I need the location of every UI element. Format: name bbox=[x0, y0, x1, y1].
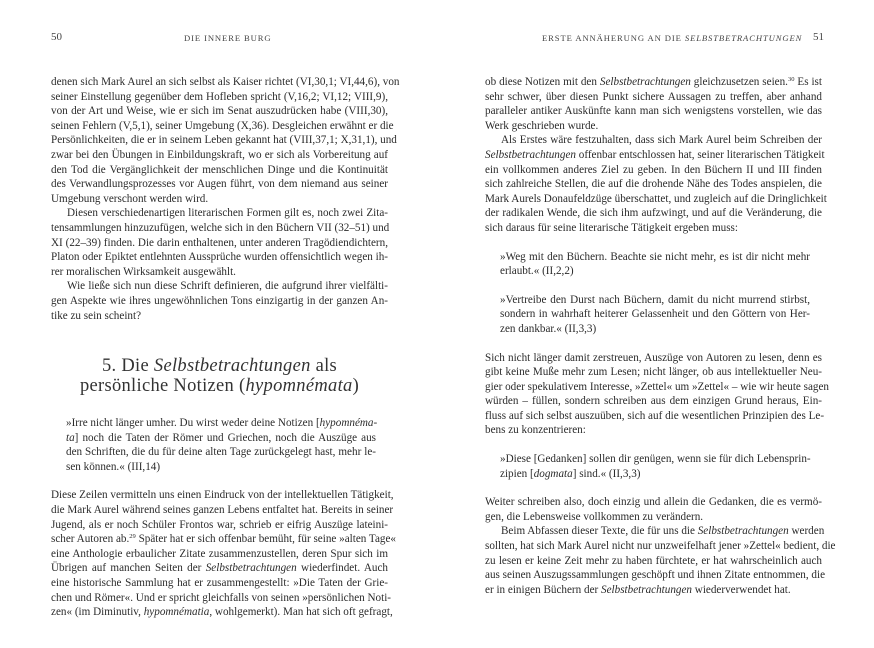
section-heading bbox=[51, 356, 388, 396]
text-line: Weiter schreiben also, doch einzig und allein die Gedanken, die es vermö- bbox=[485, 496, 822, 509]
quote-text: ] sind.« (II,3,3) bbox=[572, 467, 641, 480]
text-span: wiederverwendet hat. bbox=[691, 583, 791, 596]
text-line: würden – füllen, sondern schreiben aus dem einzigen Grund heraus, Ein- bbox=[485, 395, 822, 408]
text-line: den Tod die Vergänglichkeit der menschlichen Dinge und die Kontinuität bbox=[51, 163, 388, 176]
heading-text: als bbox=[310, 356, 338, 377]
footnote-marker[interactable]: 29 bbox=[129, 533, 136, 541]
text-line: »Vertreibe den Durst nach Büchern, damit du nicht murrend stirbst, bbox=[500, 293, 810, 306]
text-line: aus seinen Auszugssammlungen geschöpft und ihnen Zitate entnommen, die bbox=[485, 569, 826, 582]
quote-text: zipien [ bbox=[500, 467, 534, 480]
block-quote bbox=[66, 416, 376, 474]
heading-line bbox=[51, 356, 388, 376]
heading-text: ) bbox=[352, 376, 360, 397]
block-quote bbox=[500, 250, 810, 279]
text-line bbox=[485, 75, 822, 90]
text-line: fluss auf sich selbst auszuüben, sich auf die wesentlichen Prinzipien des Le- bbox=[485, 409, 825, 422]
paragraph bbox=[485, 495, 822, 524]
text-line: Wie ließe sich nun diese Schrift definieren, die aufgrund ihrer vielfälti- bbox=[67, 280, 388, 293]
text-line: des Verwandlungsprozesses vor Augen führt, von dem niemand aus seiner bbox=[51, 178, 388, 191]
text-line bbox=[51, 605, 393, 620]
right-page bbox=[437, 0, 874, 648]
text-line: Platon oder Epiktet entlehnten Aussprüche wurden offensichtlich wegen ih- bbox=[51, 251, 389, 264]
book-title: Selbstbetrachtungen bbox=[485, 148, 576, 161]
book-title: Selbstbetrachtungen bbox=[697, 525, 789, 538]
page-number: 50 bbox=[51, 31, 62, 43]
text-span: Übrigen auf manchen Seiten der bbox=[51, 562, 206, 575]
block-quote bbox=[500, 293, 810, 337]
block-quote bbox=[500, 452, 810, 481]
quote-text: ] noch die Taten der Römer und Griechen, noch die Auszüge aus bbox=[74, 431, 376, 444]
text-line: Persönlichkeiten, die er in seinem Leben gekannt hat (VIII,37,1; X,31,1), und bbox=[51, 134, 397, 147]
book-title: Selbstbetrachtungen bbox=[205, 562, 297, 575]
text-line: gen Aspekte wie ihres ungewöhnlichen Tons einzigartig in der ganzen An- bbox=[51, 294, 388, 307]
paragraph bbox=[485, 524, 836, 597]
heading-italic-text: Selbstbetrachtungen bbox=[153, 356, 311, 377]
text-line: sollten, hat sich Mark Aurel nicht nur unzweifelhaft jener »Zettel« bedient, die bbox=[485, 540, 836, 553]
text-line: Umgebung verschont werden wird. bbox=[51, 192, 209, 205]
page-number: 51 bbox=[813, 31, 824, 43]
heading-text: 5. Die bbox=[101, 356, 154, 377]
text-line: gibt keine Muße mehr zum Lesen; nicht länger, ob aus intellektueller Neu- bbox=[485, 366, 822, 379]
text-span: ob diese Notizen mit den bbox=[485, 76, 600, 88]
text-line: den Schriften, die du für deine alten Tage zurückgelegt hast, mehr le- bbox=[66, 446, 376, 459]
text-line: sen können.« (III,14) bbox=[66, 460, 161, 473]
running-head: DIE INNERE BURG bbox=[184, 33, 272, 43]
text-line: paralleler antiker Auskünfte kann man sich wenigstens vorstellen, wie das bbox=[485, 105, 822, 118]
text-line: Als Erstes wäre festzuhalten, dass sich Mark Aurel beim Schreiben der bbox=[501, 134, 822, 147]
text-line: »Diese [Gedanken] sollen dir genügen, wenn sie für dich Lebensprin- bbox=[500, 453, 811, 466]
text-line: gen, die Lebensweise vollkommen zu verändern. bbox=[485, 510, 704, 523]
book-title: Selbstbetrachtungen bbox=[599, 76, 691, 88]
text-line: bens zu konzentrieren: bbox=[485, 424, 586, 437]
text-line: Mark Aurels Donaufeldzüge überschattet, und zugleich auf die Dringlichkeit bbox=[485, 192, 827, 205]
heading-text: persönliche Notizen ( bbox=[79, 376, 246, 397]
quote-italic: ta bbox=[66, 431, 75, 444]
text-span: offenbar entschlossen hat, seiner literarischen Tätigkeit bbox=[575, 148, 825, 161]
text-line: zwar bei den Übungen in Einbildungskraft, wo er sich als Vorbereitung auf bbox=[51, 148, 388, 161]
text-line: eine Anthologie erbaulicher Zitate zusammenzustellen, deren Spur sich im bbox=[51, 547, 388, 560]
text-line bbox=[66, 416, 376, 431]
text-block bbox=[51, 75, 400, 620]
text-line: ein vollkommen anderes Ziel zu geben. In den Büchern II und III finden bbox=[485, 163, 822, 176]
text-line: sondern in wahrhaft heiterer Gelassenheit und den Göttern von Her- bbox=[500, 308, 810, 321]
text-line: zu lesen er keine Zeit mehr zu haben fürchtete, er hat wahrscheinlich auch bbox=[485, 554, 822, 567]
text-line bbox=[51, 532, 396, 547]
running-head-italic: SELBSTBETRACHTUNGEN bbox=[684, 33, 803, 43]
paragraph bbox=[51, 279, 388, 323]
quote-italic: hypomnéma- bbox=[319, 417, 378, 430]
text-line bbox=[500, 467, 810, 482]
text-span: gleichzusetzen seien. bbox=[690, 76, 788, 88]
text-line: rer moralischen Wirksamkeit ausgewählt. bbox=[51, 265, 236, 278]
text-line: seiner Einstellung gegenüber dem Hofleben spricht (V,16,2; VI,12; VIII,9), bbox=[51, 90, 388, 103]
text-line: denen sich Mark Aurel an sich selbst als Kaiser richtet (VI,30,1; VI,44,6), von bbox=[51, 76, 400, 88]
text-line: seinen Fehlern (V,5,1), seiner Umgebung (X,36). Desgleichen erwähnt er die bbox=[51, 119, 394, 132]
paragraph bbox=[51, 75, 400, 206]
text-block bbox=[485, 75, 836, 597]
text-span: Später hat er sich offenbar bemüht, für seine »alten Tage« bbox=[135, 533, 396, 546]
text-line bbox=[51, 561, 388, 576]
text-line bbox=[485, 148, 825, 163]
text-line: sich zahlreiche Stellen, die auf die drohende Nähe des Todes anspielen, die bbox=[485, 178, 822, 191]
text-line: chen und Römer«. Und er spricht gleichfalls von seinen »persönlichen Noti- bbox=[51, 591, 392, 604]
quote-text: »Irre nicht länger umher. Du wirst weder deine Notizen [ bbox=[66, 417, 320, 430]
text-line: zen dankbar.« (II,3,3) bbox=[500, 322, 597, 335]
paragraph bbox=[485, 351, 830, 439]
text-span: werden bbox=[788, 525, 825, 538]
footnote-marker[interactable]: 30 bbox=[787, 76, 795, 83]
text-span: zen« (im Diminutiv, bbox=[51, 606, 144, 619]
text-line: der radikalen Wende, die sich ihm aufzwingt, und auf die Veränderung, die bbox=[485, 207, 822, 220]
running-head bbox=[542, 33, 802, 43]
paragraph bbox=[51, 206, 388, 279]
text-line: Diesen verschiedenartigen literarischen Formen gilt es, noch zwei Zita- bbox=[67, 207, 388, 220]
heading-italic-text: hypomnémata bbox=[245, 376, 353, 397]
text-line bbox=[485, 524, 825, 539]
book-title: Selbstbetrachtungen bbox=[601, 583, 692, 596]
text-line: tensammlungen hinzuzufügen, welche sich in den Büchern VII (32–51) und bbox=[51, 221, 390, 234]
text-line: gier oder spekulativem Interesse, »Zettel« um »Zettel« – wie wir heute sagen bbox=[485, 380, 830, 393]
text-span: , wohlgemerkt). Man hat sich oft gefragt, bbox=[209, 606, 393, 619]
paragraph bbox=[485, 75, 822, 133]
text-line bbox=[66, 431, 376, 446]
text-line: Jugend, als er noch Schüler Frontos war, schrieb er eifrig Auszüge lateini- bbox=[51, 518, 388, 531]
paragraph bbox=[51, 488, 396, 619]
text-line bbox=[485, 583, 822, 598]
text-line: tike zu sein scheint? bbox=[51, 309, 142, 322]
text-line: von der Art und Weise, wie er sich im Senat auszudrücken habe (VIII,30), bbox=[51, 105, 388, 118]
text-span: scher Autoren ab. bbox=[51, 533, 130, 546]
heading-line bbox=[51, 376, 388, 396]
text-line: sich daraus für seine literarische Tätigkeit ergeben muss: bbox=[485, 221, 738, 234]
text-span: wiederfindet. Auch bbox=[296, 562, 388, 575]
text-span: er in einigen Büchern der bbox=[485, 583, 602, 596]
text-line: erlaubt.« (II,2,2) bbox=[500, 265, 574, 278]
running-head-text: ERSTE ANNÄHERUNG AN DIE bbox=[542, 33, 685, 43]
text-line: die Mark Aurel während seines ganzen Lebens entfaltet hat. Bereits in seiner bbox=[51, 504, 394, 517]
text-line: eine historische Sammlung hat er zusammengestellt: »Die Taten der Grie- bbox=[51, 577, 388, 590]
text-span: Beim Abfassen dieser Texte, die für uns die bbox=[501, 525, 698, 538]
text-line: Werk geschrieben wurde. bbox=[485, 119, 599, 132]
text-line: Sich nicht länger damit zerstreuen, Auszüge von Autoren zu lesen, denn es bbox=[485, 351, 822, 364]
text-span: Es ist bbox=[794, 76, 822, 88]
italic-term: hypomnématia bbox=[143, 606, 210, 619]
text-line: XI (22–39) finden. Die darin enthaltenen, unter anderen Tragödiendichtern, bbox=[51, 236, 388, 249]
text-line: »Weg mit den Büchern. Beachte sie nicht mehr, es ist dir nicht mehr bbox=[500, 250, 810, 263]
quote-italic: dogmata bbox=[533, 467, 573, 480]
text-line: Diese Zeilen vermitteln uns einen Eindruck von der intellektuellen Tätigkeit, bbox=[51, 489, 394, 502]
text-line: sehr schwer, über diesen Punkt sichere Aussagen zu treffen, aber anhand bbox=[485, 90, 822, 103]
paragraph bbox=[485, 133, 827, 235]
